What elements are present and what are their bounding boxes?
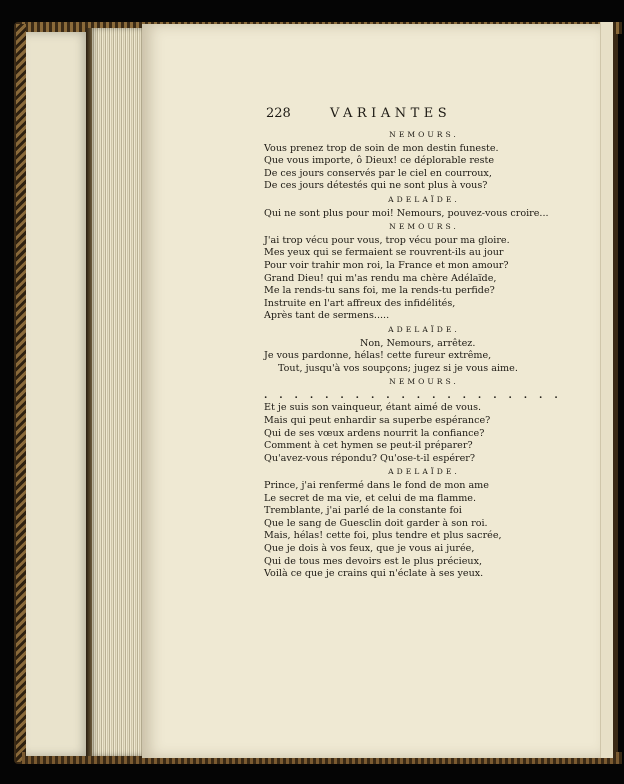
page-header — [264, 108, 584, 128]
verse-line: Grand Dieu! qui m'as rendu ma chère Adélaïde, — [264, 272, 497, 284]
running-title: VARIANTES — [330, 106, 452, 121]
page-text — [264, 108, 584, 581]
verse-line: Je vous pardonne, hélas! cette fureur extrême, — [264, 350, 492, 362]
left-endpaper — [26, 32, 90, 756]
verse-line: Qui de ses vœux ardens nourrit la confiance? — [264, 427, 485, 439]
verse-line: Mais, hélas! cette foi, plus tendre et plus sacrée, — [264, 530, 502, 542]
verse-line: Tout, jusqu'à vos soupçons; jugez si je vous aime. — [278, 362, 518, 374]
verse-line: J'ai trop vécu pour vous, trop vécu pour ma gloire. — [264, 234, 510, 246]
speaker-name: ADELAÏDE. — [388, 324, 460, 334]
verse-blocks — [264, 129, 584, 581]
verse-line: Prince, j'ai renfermé dans le fond de mon ame — [264, 480, 489, 492]
verse-line: Mais qui peut enhardir sa superbe espérance? — [264, 415, 491, 427]
verse-line: Tremblante, j'ai parlé de la constante foi — [264, 505, 462, 517]
ellipsis-line: . . . . . . . . . . . . . . . . . . . . — [264, 389, 562, 401]
verse-line: Me la rends-tu sans foi, me la rends-tu perfide? — [264, 285, 495, 297]
gutter — [86, 28, 92, 756]
verse-line: Pour voir trahir mon roi, la France et mon amour? — [264, 259, 509, 271]
verse-line: De ces jours conservés par le ciel en courroux, — [264, 167, 492, 179]
verse-line: Vous prenez trop de soin de mon destin funeste. — [264, 142, 499, 154]
verse-line: Qui ne sont plus pour moi! Nemours, pouvez-vous croire... — [264, 207, 549, 219]
page-edges — [90, 28, 142, 756]
verse-line: Que je dois à vos feux, que je vous ai jurée, — [264, 543, 475, 554]
speaker-name: NEMOURS. — [389, 377, 459, 387]
verse-line: Le secret de ma vie, et celui de ma flamme. — [264, 492, 477, 504]
cover-spine-edge — [16, 24, 26, 762]
next-page-edge — [600, 22, 613, 758]
verse-line: Que vous importe, ô Dieux! ce déplorable reste — [264, 155, 495, 167]
verse-line: Instruite en l'art affreux des infidélités, — [264, 297, 456, 309]
verse-line: Mes yeux qui se fermaient se rouvrent-ils au jour — [264, 247, 504, 259]
page-number: 228 — [266, 106, 291, 121]
verse-line: Qui de tous mes devoirs est le plus précieux, — [264, 555, 483, 567]
speaker-name: NEMOURS. — [389, 222, 459, 232]
verse-line: Après tant de sermens..... — [264, 310, 390, 322]
speaker-name: ADELAÏDE. — [388, 194, 460, 204]
speaker-name: ADELAÏDE. — [388, 467, 460, 477]
verse-line: De ces jours détestés qui ne sont plus à vous? — [264, 180, 488, 192]
verse-line: Que le sang de Guesclin doit garder à son roi. — [264, 517, 488, 529]
verse-line: Comment à cet hymen se peut-il préparer? — [264, 440, 473, 452]
verse-line: Non, Nemours, arrêtez. — [360, 337, 476, 349]
speaker-name: NEMOURS. — [389, 130, 459, 139]
verse-line: Voilà ce que je crains qui n'éclate à ses yeux. — [264, 568, 484, 580]
verse-line: Qu'avez-vous répondu? Qu'ose-t-il espérer? — [264, 452, 476, 464]
verse-line: Et je suis son vainqueur, étant aimé de vous. — [264, 402, 482, 414]
